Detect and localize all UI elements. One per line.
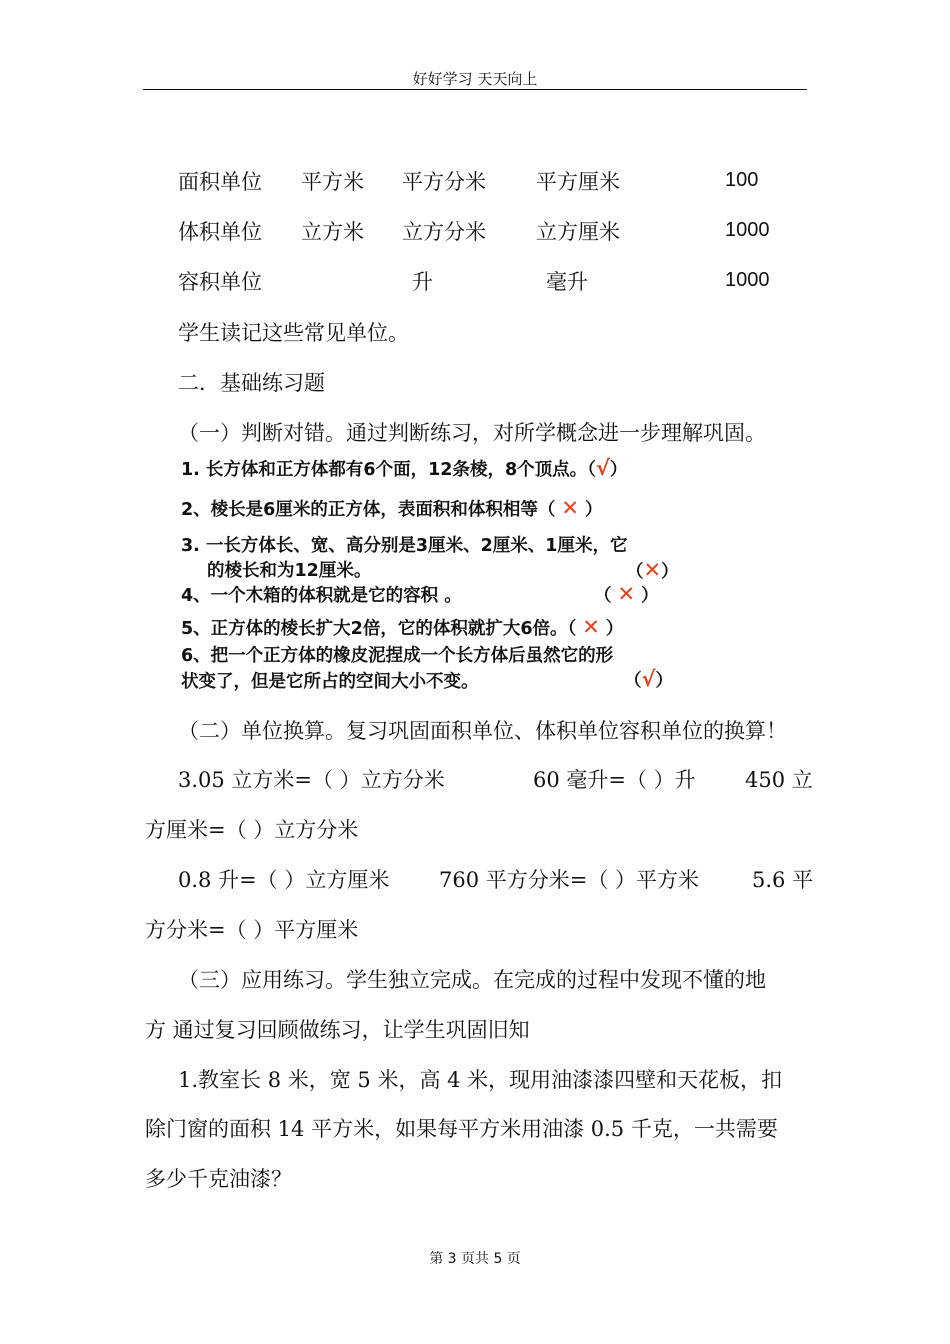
section-title: 二．基础练习题	[178, 371, 325, 395]
question-text: 状变了，但是它所占的空间大小不变。	[181, 672, 479, 692]
cross-mark-icon: ✕	[561, 496, 579, 520]
question-text: 5、正方体的棱长扩大2倍，它的体积就扩大6倍。（	[181, 619, 577, 639]
judge-question	[181, 456, 627, 481]
conversion-item: 3.05 立方米=（ ）立方分米	[178, 768, 445, 792]
header-rule	[143, 89, 807, 90]
cross-mark-icon: ✕	[643, 558, 662, 582]
question-text: 的棱长和为12厘米。	[207, 561, 372, 581]
unit-rate: 1000	[725, 269, 770, 291]
check-mark-icon: √	[595, 456, 610, 480]
paren-close: ）	[605, 619, 624, 639]
unit-row-label: 面积单位	[178, 170, 262, 194]
conversion-item: 760 平方分米=（ ）平方米	[439, 868, 700, 892]
question-text: 6、把一个正方体的橡皮泥捏成一个长方体后虽然它的形	[181, 646, 614, 666]
page-number: 第 3 页共 5 页	[429, 1251, 521, 1267]
part3-intro: （三）应用练习。学生独立完成。在完成的过程中发现不懂的地	[178, 968, 766, 992]
page-header-title: 好好学习 天天向上	[412, 70, 538, 88]
unit-cell: 平方米	[301, 170, 364, 194]
judge-answer	[594, 582, 659, 607]
unit-cell: 平方厘米	[536, 170, 620, 194]
unit-cell: 毫升	[546, 270, 588, 294]
unit-cell: 立方米	[301, 220, 364, 244]
paren-close: ）	[655, 671, 674, 691]
conversion-item: 450 立	[745, 768, 813, 792]
read-note: 学生读记这些常见单位。	[178, 321, 409, 345]
unit-rate: 1000	[725, 219, 770, 241]
conversion-item: 60 毫升=（ ）升	[533, 768, 696, 792]
part1-intro: （一）判断对错。通过判断练习，对所学概念进一步理解巩固。	[178, 421, 766, 445]
paren-close: ）	[641, 586, 659, 606]
unit-row-label: 容积单位	[178, 270, 262, 294]
paren-close: ）	[609, 460, 628, 480]
part3-intro: 方 通过复习回顾做练习，让学生巩固旧知	[145, 1018, 530, 1042]
unit-cell: 立方厘米	[536, 220, 620, 244]
problem-text: 多少千克油漆？	[145, 1167, 292, 1191]
unit-row-label: 体积单位	[178, 220, 262, 244]
paren-close: ）	[661, 562, 679, 582]
question-text: 4、一个木箱的体积就是它的容积 。	[181, 586, 462, 606]
question-text: 1. 长方体和正方体都有6个面，12条棱，8个顶点。（	[181, 460, 596, 480]
problem-text: 1.教室长 8 米，宽 5 米，高 4 米，现用油漆漆四壁和天花板，扣	[178, 1068, 783, 1092]
conversion-item: 方分米=（ ）平方厘米	[145, 918, 359, 942]
cross-mark-icon: ✕	[582, 615, 600, 639]
unit-cell: 立方分米	[402, 220, 486, 244]
paren-open: （	[594, 586, 612, 606]
judge-answer	[624, 667, 673, 692]
judge-question	[181, 496, 602, 521]
conversion-item: 方厘米=（ ）立方分米	[145, 818, 359, 842]
part2-intro: （二）单位换算。复习巩固面积单位、体积单位容积单位的换算！	[178, 719, 787, 743]
unit-cell: 平方分米	[402, 170, 486, 194]
paren-open: （	[626, 562, 644, 582]
cross-mark-icon: ✕	[617, 582, 636, 606]
unit-cell: 升	[412, 270, 433, 294]
question-text: 3. 一长方体长、宽、高分别是3厘米、2厘米、1厘米，它	[181, 536, 628, 556]
conversion-item: 0.8 升=（ ）立方厘米	[178, 868, 390, 892]
judge-answer	[626, 558, 679, 583]
unit-rate: 100	[725, 169, 759, 191]
paren-open: （	[624, 671, 642, 691]
conversion-item: 5.6 平	[752, 868, 814, 892]
check-mark-icon: √	[641, 667, 656, 691]
problem-text: 除门窗的面积 14 平方米，如果每平方米用油漆 0.5 千克，一共需要	[145, 1117, 778, 1141]
paren-close: ）	[584, 500, 603, 520]
judge-question	[181, 615, 623, 640]
question-text: 2、棱长是6厘米的正方体，表面积和体积相等（	[181, 500, 556, 520]
